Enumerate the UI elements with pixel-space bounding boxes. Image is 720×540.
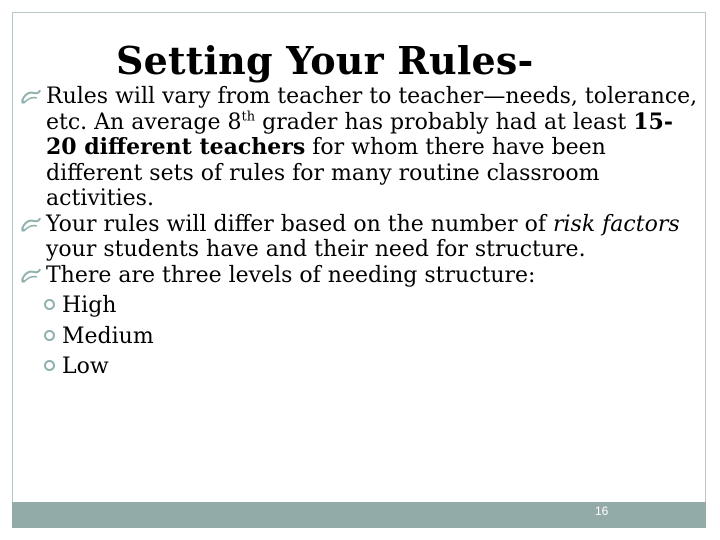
level-label: Medium — [62, 323, 154, 349]
bullet-item — [20, 212, 700, 263]
page-number: 16 — [595, 504, 609, 518]
bold-emphasis: 15-20 different teachers — [46, 108, 673, 160]
circle-bullet-icon — [44, 330, 55, 341]
circle-bullet-icon — [44, 299, 55, 310]
bullet-text: your students have and their need for structure. — [46, 237, 586, 262]
bullet-item — [20, 263, 700, 289]
level-label: High — [62, 293, 117, 318]
bullet-text: Rules will vary from teacher to teacher—needs, tolerance, etc. An average 8 — [46, 84, 698, 135]
sub-bullet-item — [20, 324, 700, 350]
bullet-item — [20, 84, 700, 212]
bullet-text: There are three levels of needing structure: — [46, 262, 536, 288]
footer-bar — [12, 502, 706, 528]
level-label: Low — [62, 354, 109, 379]
bullet-text: grader has probably had at least — [255, 109, 634, 135]
superscript: th — [241, 109, 256, 125]
scroll-bullet-icon — [20, 266, 42, 286]
slide-title: Setting Your Rules- — [116, 38, 534, 83]
sub-bullet-item — [20, 354, 700, 380]
sub-bullet-item — [20, 293, 700, 319]
scroll-bullet-icon — [20, 215, 42, 235]
bullet-text: Your rules will differ based on the number of — [46, 211, 553, 237]
circle-bullet-icon — [44, 360, 55, 371]
bullet-text: for whom there have been different sets of rules for many routine classroom activities. — [46, 135, 606, 211]
slide-content — [20, 84, 700, 380]
scroll-bullet-icon — [20, 87, 42, 107]
italic-emphasis: risk factors — [552, 211, 680, 237]
